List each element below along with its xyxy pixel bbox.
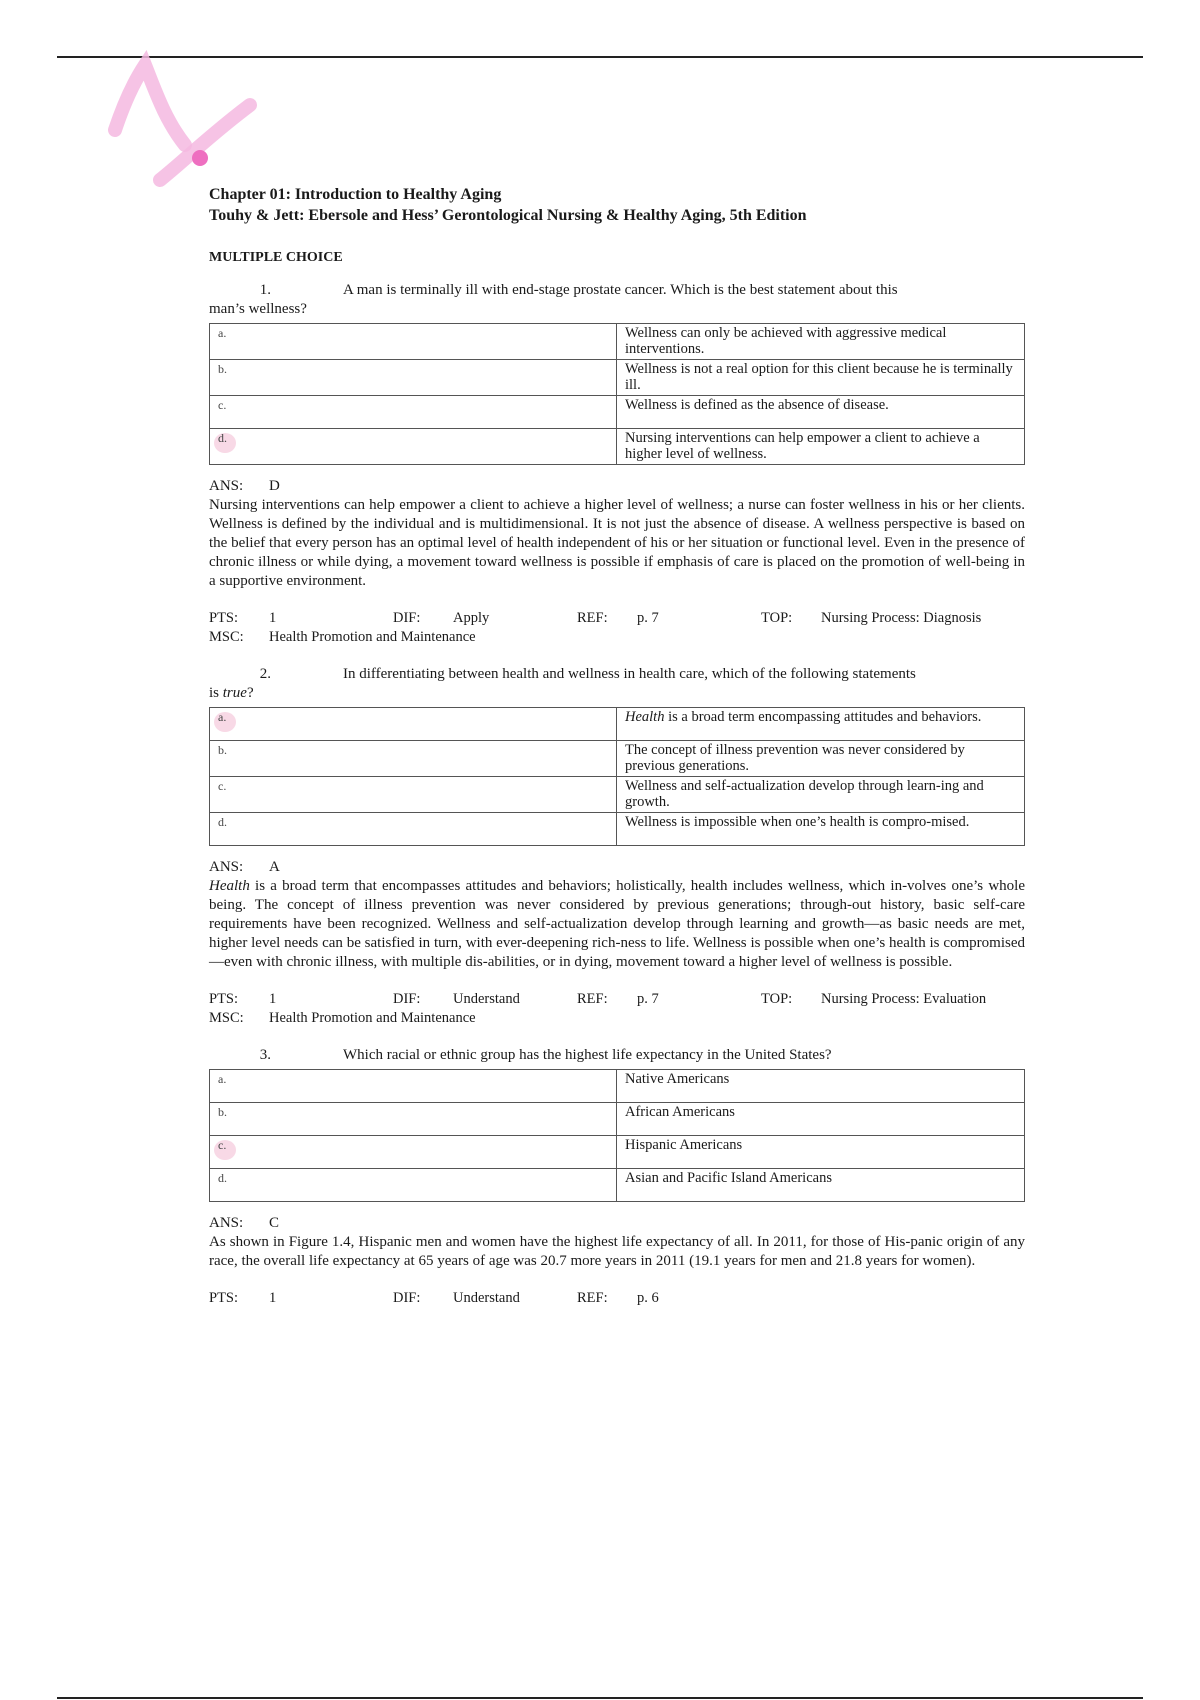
question-text-cont: is true?	[209, 685, 254, 701]
msc-value: Health Promotion and Maintenance	[269, 1010, 476, 1026]
question-text-cont: man’s wellness?	[209, 301, 307, 317]
question-block-2	[209, 665, 1025, 1028]
question-stem	[209, 665, 1025, 703]
choice-row[interactable]	[210, 1136, 1025, 1169]
question-number: 2.	[259, 666, 271, 682]
choice-letter: a.	[210, 708, 617, 741]
choice-letter: c.	[210, 777, 617, 813]
choice-letter: c.	[210, 1136, 617, 1169]
pts-value: 1	[269, 1290, 277, 1306]
top-value: Nursing Process: Evaluation	[821, 991, 987, 1007]
question-stem	[209, 1046, 1025, 1065]
choice-text: Wellness is defined as the absence of disease.	[617, 396, 1025, 429]
question-block-3	[209, 1046, 1025, 1308]
question-meta: PTS: 1 DIF: Apply REF: p. 7 TOP: Nursing Process: Diagnosis MSC: Health Promotion and Maintenance	[209, 609, 1025, 647]
choice-text: Health is a broad term encompassing attitudes and behaviors.	[617, 708, 1025, 741]
choices-table	[209, 707, 1025, 846]
book-title: Touhy & Jett: Ebersole and Hess’ Gerontological Nursing & Healthy Aging, 5th Edition	[209, 207, 807, 224]
choice-row[interactable]	[210, 324, 1025, 360]
choice-text: Wellness is not a real option for this client because he is terminally ill.	[617, 360, 1025, 396]
choice-row[interactable]	[210, 396, 1025, 429]
choices-table	[209, 1069, 1025, 1202]
document-body	[209, 184, 1025, 1326]
rationale: As shown in Figure 1.4, Hispanic men and women have the highest life expectancy of all. In 2011, for those of His-panic origin of any race, the overall life expectancy at 65 years of age was 20.7 more years in 2011 (19.1 years for men and 21.8 years for women).	[209, 1234, 1025, 1269]
dif-value: Understand	[453, 991, 520, 1007]
top-value: Nursing Process: Diagnosis	[821, 610, 982, 626]
ref-value: p. 6	[637, 1290, 659, 1306]
choice-text: Asian and Pacific Island Americans	[617, 1169, 1025, 1202]
pink-pen-annotation	[100, 50, 270, 200]
choice-text: Hispanic Americans	[617, 1136, 1025, 1169]
question-text-line: Which racial or ethnic group has the highest life expectancy in the United States?	[343, 1047, 832, 1063]
choice-text: African Americans	[617, 1103, 1025, 1136]
bottom-rule	[57, 1697, 1143, 1699]
choice-letter: b.	[210, 1103, 617, 1136]
choice-letter: d.	[210, 1169, 617, 1202]
choice-letter: d.	[210, 813, 617, 846]
answer-line: ANS: D	[209, 478, 280, 494]
choices-table	[209, 323, 1025, 465]
choice-text: Native Americans	[617, 1070, 1025, 1103]
choice-letter: b.	[210, 741, 617, 777]
choice-row[interactable]	[210, 1070, 1025, 1103]
chapter-title: Chapter 01: Introduction to Healthy Aging	[209, 186, 502, 203]
question-meta: PTS: 1 DIF: Understand REF: p. 7 TOP: Nursing Process: Evaluation MSC: Health Promotion and Maintenance	[209, 990, 1025, 1028]
question-number: 3.	[259, 1047, 271, 1063]
choice-letter: c.	[210, 396, 617, 429]
answer-line: ANS: A	[209, 859, 280, 875]
rationale: Nursing interventions can help empower a client to achieve a higher level of wellness; a nurse can foster wellness in his or her clients. Wellness is defined by the individual and is multidimensional. It is not just the absence of disease. A wellness perspective is based on the belief that every person has an optimal level of health independent of his or her situation or functional level. Even in the presence of chronic illness or while dying, a movement toward wellness is possible if emphasis of care is placed on the promotion of well-being in a supportive environment.	[209, 497, 1025, 589]
dif-value: Apply	[453, 610, 490, 626]
choice-row[interactable]	[210, 777, 1025, 813]
answer-value: A	[269, 859, 280, 875]
choice-letter: a.	[210, 324, 617, 360]
choice-row[interactable]	[210, 1103, 1025, 1136]
choice-letter: d.	[210, 429, 617, 465]
pts-value: 1	[269, 610, 277, 626]
section-heading: MULTIPLE CHOICE	[209, 250, 343, 265]
question-text-line: A man is terminally ill with end-stage prostate cancer. Which is the best statement about this	[343, 282, 898, 298]
choice-text: Wellness and self-actualization develop through learn-ing and growth.	[617, 777, 1025, 813]
ref-value: p. 7	[637, 991, 659, 1007]
question-text-line: In differentiating between health and wellness in health care, which of the following statements	[343, 666, 916, 682]
question-number: 1.	[259, 282, 271, 298]
choice-letter: b.	[210, 360, 617, 396]
pts-value: 1	[269, 991, 277, 1007]
choice-text: Wellness can only be achieved with aggressive medical interventions.	[617, 324, 1025, 360]
ref-value: p. 7	[637, 610, 659, 626]
choice-row[interactable]	[210, 429, 1025, 465]
choice-text: Nursing interventions can help empower a client to achieve a higher level of wellness.	[617, 429, 1025, 465]
msc-value: Health Promotion and Maintenance	[269, 629, 476, 645]
choice-row[interactable]	[210, 813, 1025, 846]
choice-row[interactable]	[210, 360, 1025, 396]
question-meta: PTS: 1 DIF: Understand REF: p. 6	[209, 1289, 1025, 1308]
choice-letter: a.	[210, 1070, 617, 1103]
answer-value: D	[269, 478, 280, 494]
question-block-1	[209, 281, 1025, 647]
choice-text: The concept of illness prevention was never considered by previous generations.	[617, 741, 1025, 777]
choice-row[interactable]	[210, 708, 1025, 741]
dif-value: Understand	[453, 1290, 520, 1306]
choice-text: Wellness is impossible when one’s health is compro-mised.	[617, 813, 1025, 846]
question-stem	[209, 281, 1025, 319]
choice-row[interactable]	[210, 1169, 1025, 1202]
answer-line: ANS: C	[209, 1215, 280, 1231]
rationale: Health is a broad term that encompasses attitudes and behaviors; holistically, health includes wellness, which in-volves one’s whole being. The concept of illness prevention was never considered by previous generations; through-out history, basic self-care requirements have been recognized. Wellness and self-actualization develop through learning and growth—as basic needs are met, higher level needs can be satisfied in turn, with ever-deepening rich-ness to life. Wellness is possible when one’s health is compromised—even with chronic illness, with multiple dis-abilities, or in dying, movement toward a higher level of wellness is possible.	[209, 878, 1025, 970]
answer-value: C	[269, 1215, 280, 1231]
choice-row[interactable]	[210, 741, 1025, 777]
